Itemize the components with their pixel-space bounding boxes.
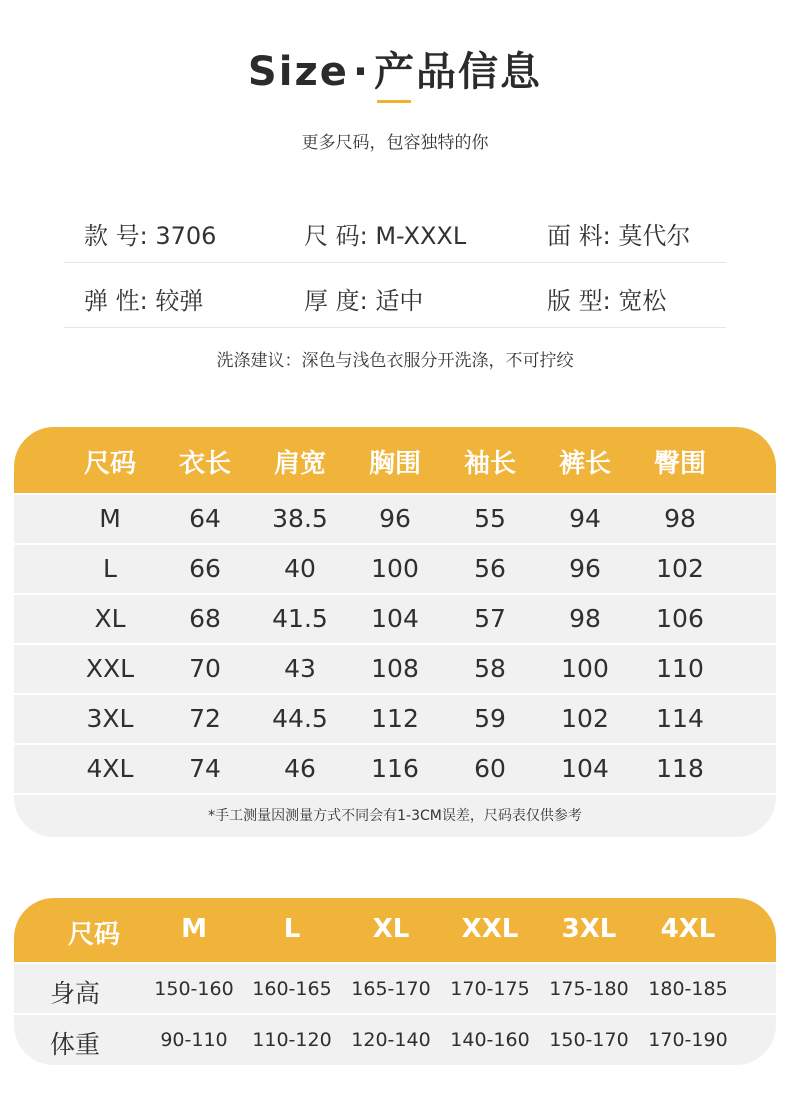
table-cell: 110-120	[252, 1029, 332, 1051]
table-cell: 112	[371, 704, 419, 733]
header-cell: 3XL	[561, 914, 617, 944]
measurement-note: *手工测量因测量方式不同会有1-3CM误差，尺码表仅供参考	[208, 808, 582, 824]
title-chinese: 产品信息	[374, 49, 543, 95]
table-cell: 160-165	[252, 978, 332, 1000]
size-table	[14, 427, 776, 837]
page-title	[0, 40, 790, 97]
spec-style-number: 款 号: 3706	[84, 222, 217, 250]
table-cell: M	[99, 504, 121, 533]
table-cell: 56	[474, 554, 506, 583]
spec-row	[64, 200, 726, 263]
spec-size-range: 尺 码: M-XXXL	[304, 222, 467, 250]
table-row	[14, 743, 776, 793]
table-cell: 116	[371, 754, 419, 783]
table-cell: 170-175	[450, 978, 530, 1000]
table-cell: 44.5	[272, 704, 328, 733]
table-cell: 106	[656, 604, 704, 633]
table-cell: 150-160	[154, 978, 234, 1000]
table-cell: 38.5	[272, 504, 328, 533]
spec-row	[64, 265, 726, 328]
table-row	[14, 543, 776, 593]
header-cell: 胸围	[368, 449, 421, 479]
table-cell: XL	[94, 604, 126, 633]
table-cell: 72	[189, 704, 221, 733]
table-cell: 59	[474, 704, 506, 733]
table-cell: 102	[561, 704, 609, 733]
header-cell: 尺码	[67, 920, 120, 950]
table-cell: 3XL	[86, 704, 134, 733]
table-cell: 96	[569, 554, 601, 583]
title-underline	[377, 100, 411, 103]
header-cell: 衣长	[178, 449, 231, 479]
table-cell: 46	[284, 754, 316, 783]
table-cell: 66	[189, 554, 221, 583]
header-cell: 裤长	[558, 449, 611, 479]
table-row	[14, 643, 776, 693]
table-cell: 41.5	[272, 604, 328, 633]
table-cell: 120-140	[351, 1029, 431, 1051]
table-cell: 57	[474, 604, 506, 633]
table-cell: 98	[664, 504, 696, 533]
table-cell: 74	[189, 754, 221, 783]
table-cell: 96	[379, 504, 411, 533]
subtitle: 更多尺码，包容独特的你	[301, 133, 489, 153]
table-cell: 170-190	[648, 1029, 728, 1051]
table-cell: 68	[189, 604, 221, 633]
table-cell: 55	[474, 504, 506, 533]
table-cell: 180-185	[648, 978, 728, 1000]
header-cell: 臀围	[653, 449, 706, 479]
size-table-header	[14, 427, 776, 493]
table-row	[14, 693, 776, 743]
header-cell: M	[181, 914, 207, 944]
hw-table-header	[14, 898, 776, 962]
spec-fabric: 面 料: 莫代尔	[547, 222, 691, 250]
table-cell: 94	[569, 504, 601, 533]
wash-instructions: 洗涤建议：深色与浅色衣服分开洗涤，不可拧绞	[216, 351, 574, 371]
table-cell: 60	[474, 754, 506, 783]
header-cell: XXL	[461, 914, 519, 944]
table-cell: 104	[561, 754, 609, 783]
row-label: 体重	[50, 1030, 101, 1059]
header-cell: XL	[372, 914, 410, 944]
table-cell: 175-180	[549, 978, 629, 1000]
spec-elasticity: 弹 性: 较弹	[84, 287, 204, 315]
spec-thickness: 厚 度: 适中	[304, 287, 424, 315]
header-cell: 4XL	[660, 914, 716, 944]
table-cell: 100	[371, 554, 419, 583]
table-cell: 118	[656, 754, 704, 783]
header-cell: L	[283, 914, 301, 944]
header-cell: 肩宽	[273, 449, 326, 479]
spec-fit: 版 型: 宽松	[547, 287, 667, 315]
table-cell: 4XL	[86, 754, 134, 783]
table-cell: 102	[656, 554, 704, 583]
height-weight-table	[14, 898, 776, 1065]
header-cell: 袖长	[463, 449, 516, 479]
table-cell: 110	[656, 654, 704, 683]
table-row	[14, 493, 776, 543]
table-cell: 98	[569, 604, 601, 633]
table-cell: 108	[371, 654, 419, 683]
table-cell: 104	[371, 604, 419, 633]
table-cell: 140-160	[450, 1029, 530, 1051]
table-row-height	[14, 962, 776, 1014]
table-cell: 90-110	[160, 1029, 228, 1051]
table-cell: 100	[561, 654, 609, 683]
title-english: Size	[247, 49, 349, 95]
table-cell: 165-170	[351, 978, 431, 1000]
table-cell: 43	[284, 654, 316, 683]
table-cell: XXL	[85, 654, 135, 683]
table-cell: 150-170	[549, 1029, 629, 1051]
table-cell: 70	[189, 654, 221, 683]
table-cell: 40	[284, 554, 316, 583]
table-row	[14, 593, 776, 643]
table-cell: 58	[474, 654, 506, 683]
header-cell: 尺码	[83, 449, 136, 479]
table-cell: L	[103, 554, 117, 583]
title-dot: ·	[352, 49, 371, 95]
table-cell: 64	[189, 504, 221, 533]
table-cell: 114	[656, 704, 704, 733]
row-label: 身高	[50, 979, 101, 1008]
table-row-weight	[14, 1013, 776, 1065]
